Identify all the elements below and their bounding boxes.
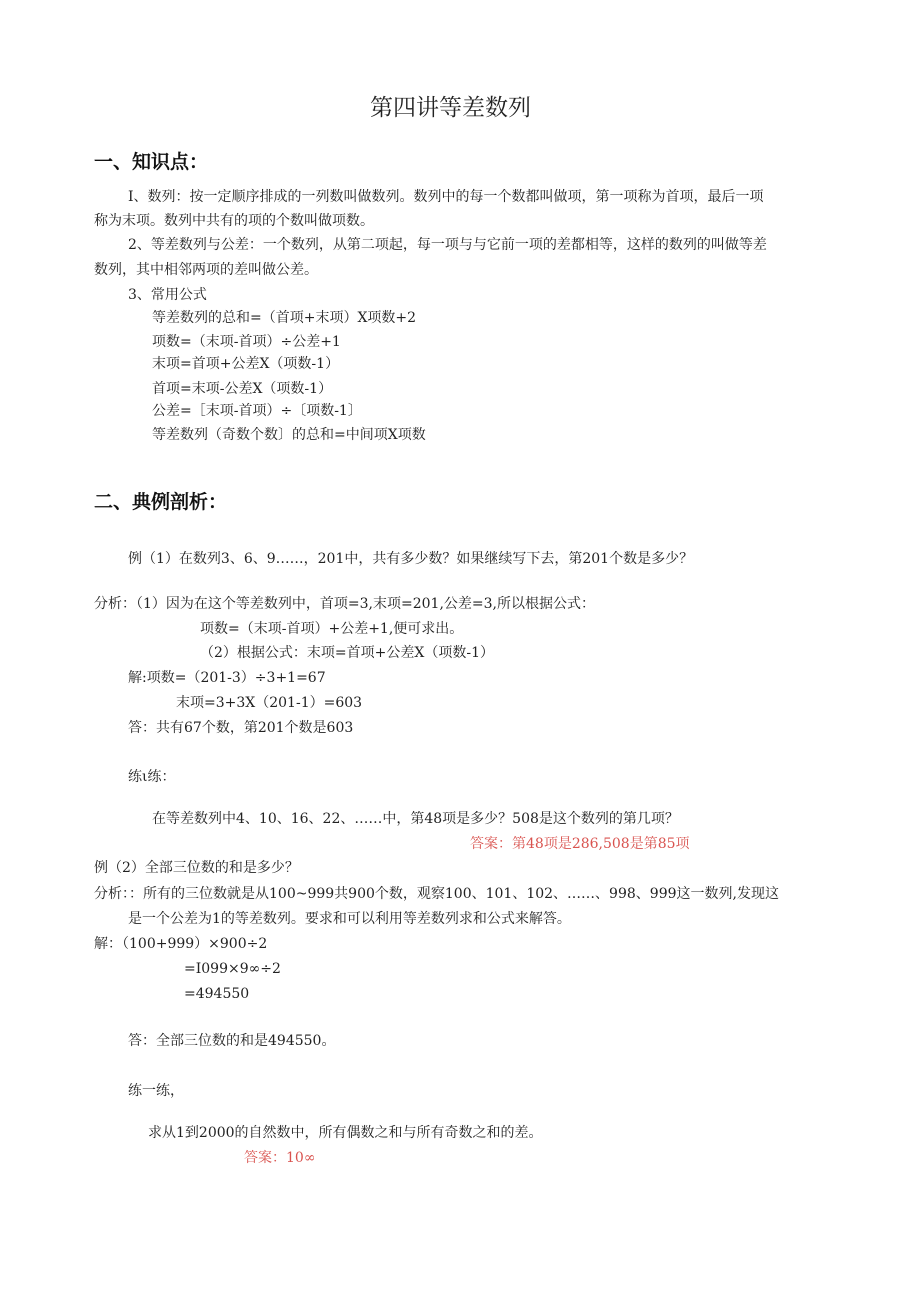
practice2-question: 求从1到2000的自然数中，所有偶数之和与所有奇数之和的差。 (148, 1125, 543, 1141)
paragraph-arithmetic-line1: 2、等差数列与公差：一个数列，从第二项起，每一项与与它前一项的差都相等，这样的数列的叫做等差 (128, 237, 767, 253)
paragraph-definition-line2: 称为末项。数列中共有的项的个数叫做项数。 (94, 213, 374, 229)
example2-question: 例（2）全部三位数的和是多少？ (94, 860, 299, 876)
formula-odd-count-sum: 等差数列（奇数个数〕的总和=中间项X项数 (152, 427, 426, 443)
example1-solution-line2: 末项=3+3X（201-1）=603 (176, 695, 363, 711)
page-title: 第四讲等差数列 (370, 95, 531, 121)
example1-answer: 答：共有67个数，第201个数是603 (128, 720, 354, 736)
formula-common-difference: 公差=［末项-首项）÷〔项数-1〕 (152, 403, 362, 419)
example2-answer: 答：全部三位数的和是494550。 (128, 1033, 336, 1049)
formula-sum: 等差数列的总和=（首项+末项）X项数+2 (152, 310, 417, 326)
practice1-answer: 答案：第48项是286,508是第85项 (470, 836, 690, 852)
example2-solution-line3: =494550 (184, 986, 250, 1002)
formula-first-term: 首项=末项-公差X（项数-1） (152, 381, 333, 397)
example1-question: 例（1）在数列3、6、9……，201中，共有多少数？如果继续写下去，第201个数是多少？ (128, 551, 694, 567)
example2-analysis-line1: 分析：：所有的三位数就是从100~999共900个数，观察100、101、102、……、998、999这一数列,发现这 (94, 886, 779, 902)
practice2-label: 练一练， (128, 1083, 184, 1099)
paragraph-formulas-heading: 3、常用公式 (128, 287, 207, 303)
paragraph-arithmetic-line2: 数列，其中相邻两项的差叫做公差。 (94, 262, 318, 278)
example2-solution-line2: =I099×9∞÷2 (184, 961, 281, 977)
practice1-label: 练ι练： (128, 769, 176, 785)
section-heading-examples: 二、典例剖析： (94, 491, 228, 513)
formula-last-term: 末项=首项+公差X（项数-1） (152, 356, 340, 372)
example1-solution-line1: 解:项数=（201-3）÷3+1=67 (128, 670, 326, 686)
example1-analysis-line2: 项数=（末项-首项）+公差+1,便可求出。 (200, 621, 464, 637)
formula-term-count: 项数=（末项-首项）÷公差+1 (152, 334, 341, 350)
paragraph-definition-line1: I、数列：按一定顺序排成的一列数叫做数列。数列中的每一个数都叫做项，第一项称为首项，最后一项 (128, 189, 764, 205)
example1-analysis-line3: （2）根据公式：末项=首项+公差X（项数-1） (200, 645, 494, 661)
practice1-question: 在等差数列中4、10、16、22、……中，第48项是多少？508是这个数列的第几项？ (152, 811, 679, 827)
example2-analysis-line2: 是一个公差为1的等差数列。要求和可以利用等差数列求和公式来解答。 (128, 911, 571, 927)
example2-solution-line1: 解：（100+999）×900÷2 (94, 936, 268, 952)
section-heading-knowledge: 一、知识点： (94, 151, 209, 173)
example1-analysis-line1: 分析：（1）因为在这个等差数列中，首项=3,末项=201,公差=3,所以根据公式： (94, 596, 595, 612)
practice2-answer: 答案：10∞ (244, 1150, 316, 1166)
